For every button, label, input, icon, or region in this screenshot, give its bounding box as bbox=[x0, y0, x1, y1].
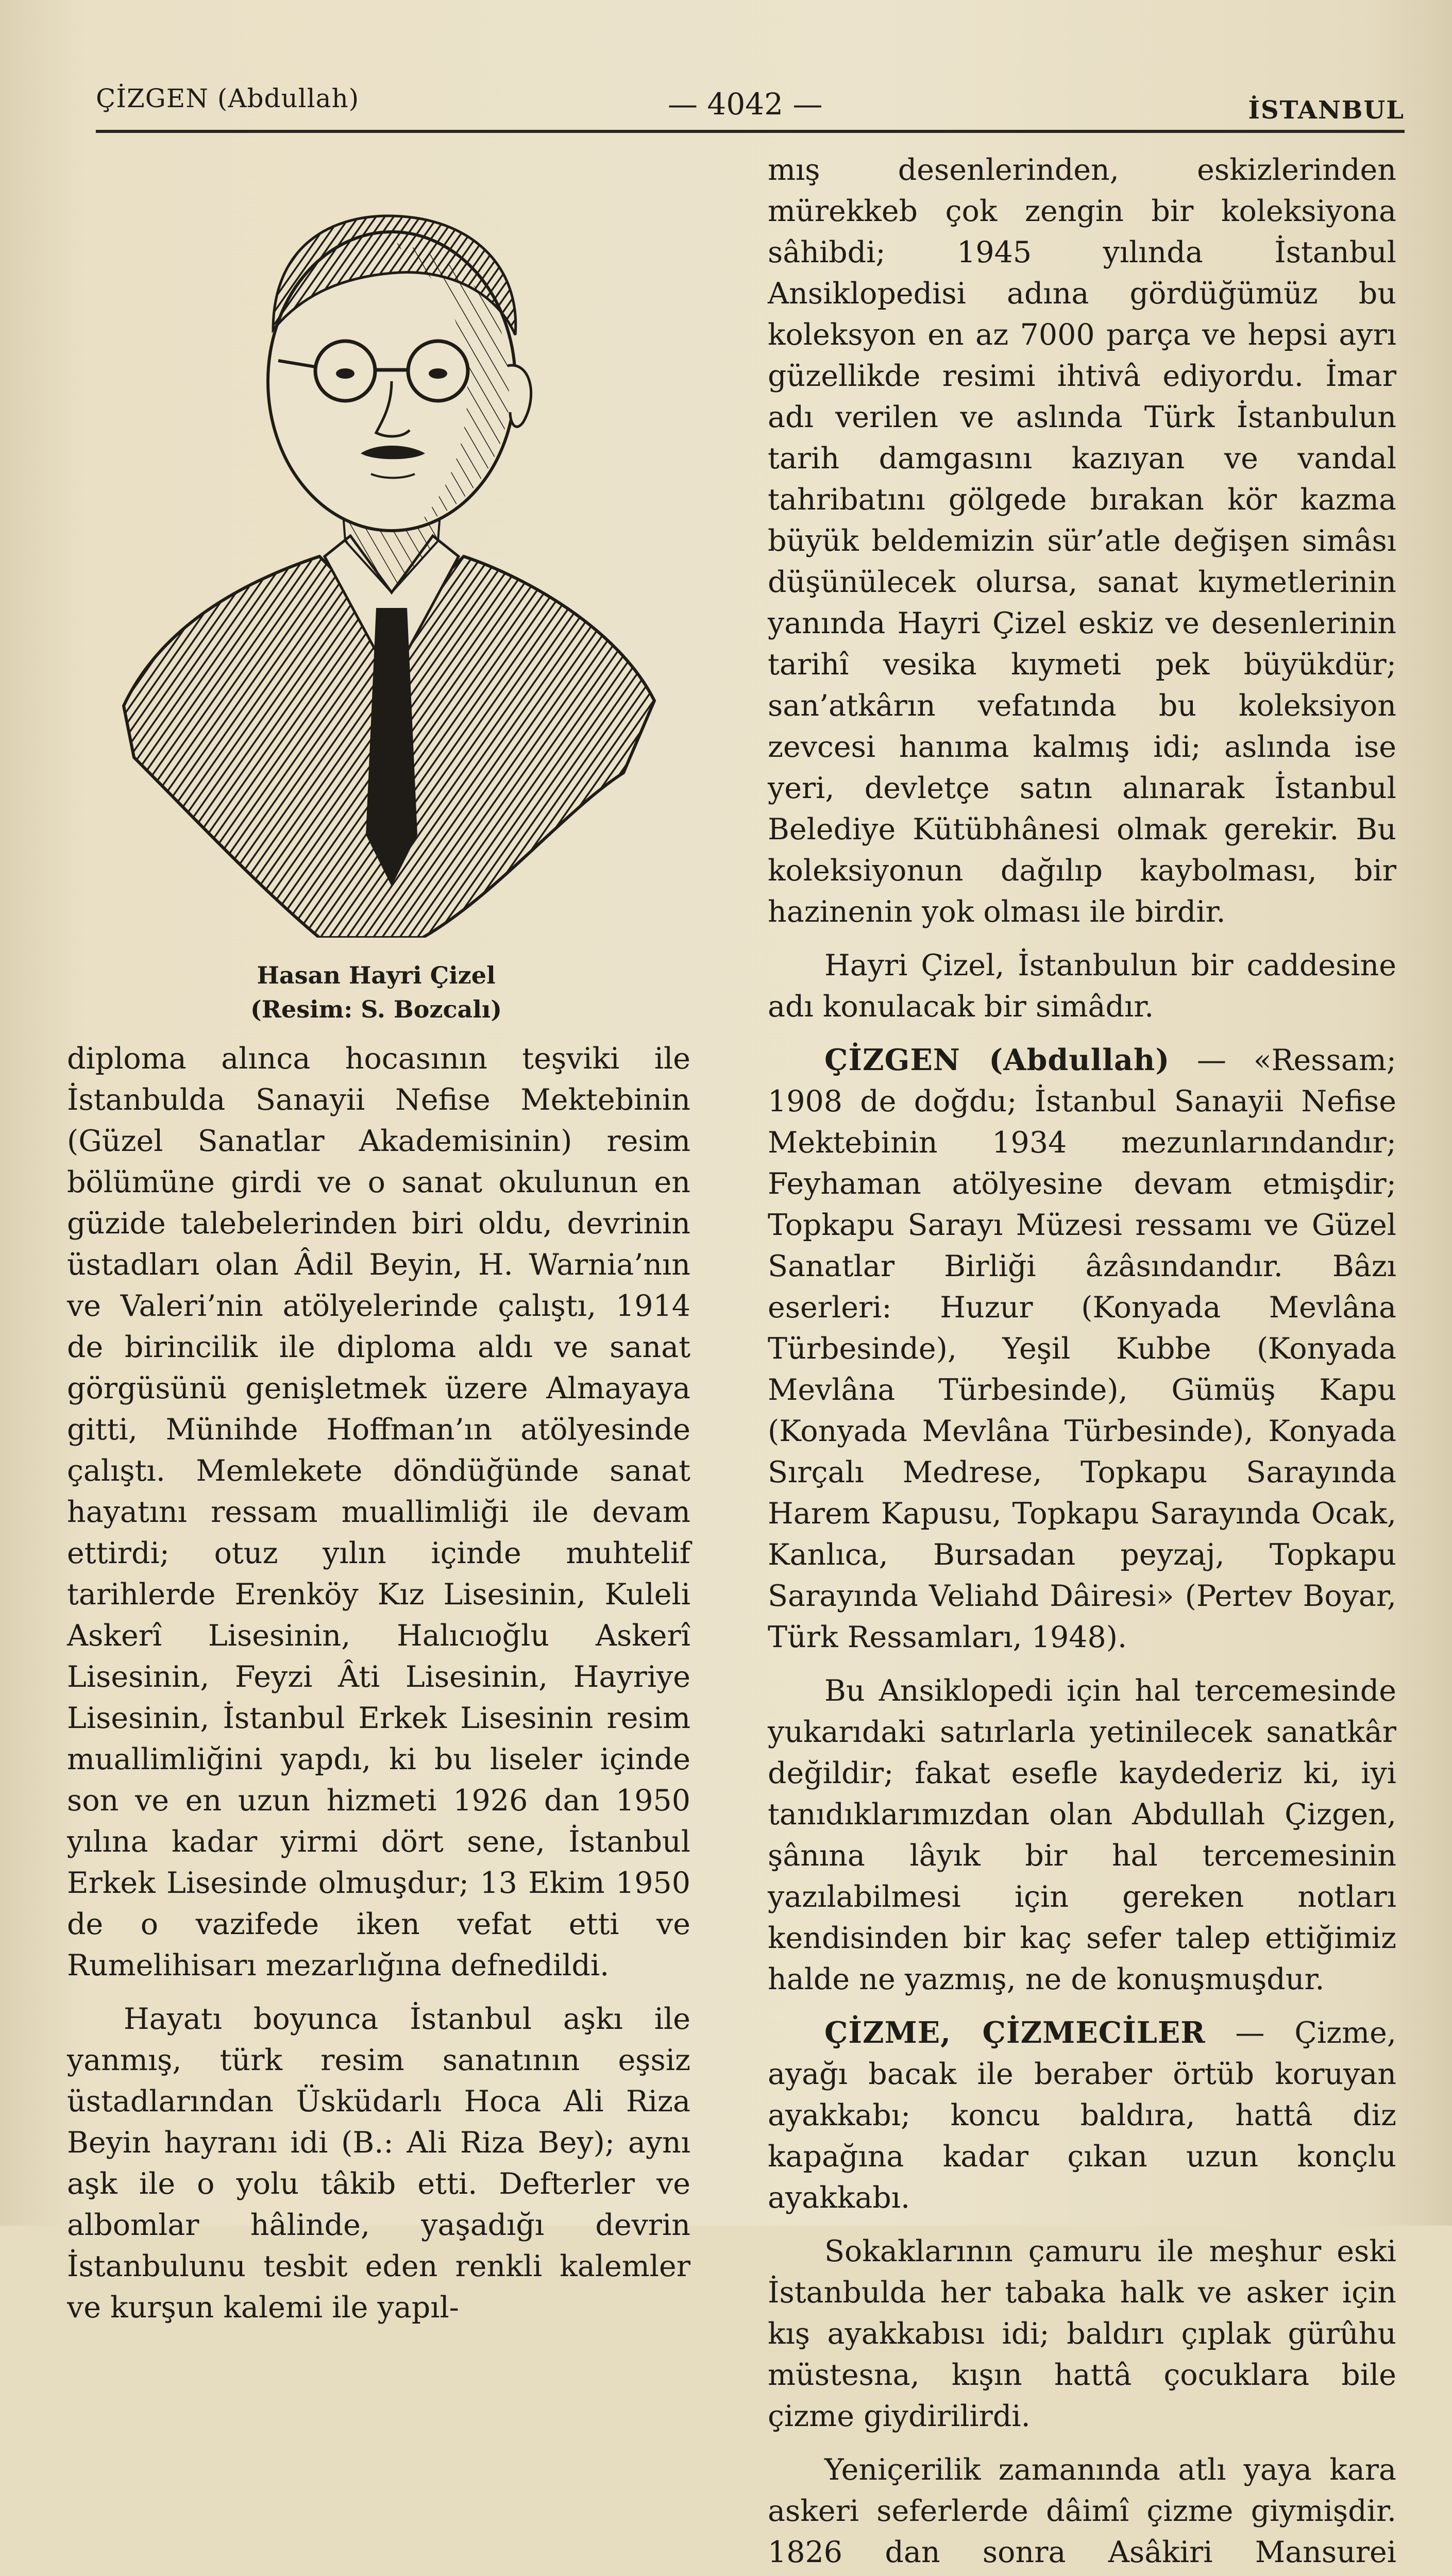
page-number: — 4042 — bbox=[668, 87, 823, 122]
entry-body-cizme: — Çizme, ayağı bacak ile beraber örtüb koruyan ayakkabı; koncu baldıra, hattâ diz kapağına kadar çıkan uzun konçlu ayakkabı. bbox=[768, 2016, 1396, 2215]
right-paragraph-4: Bu Ansiklopedi için hal tercemesinde yukarıdaki satırlarla yetinilecek sanatkâr değildir; fakat esefle kaydederiz ki, iyi tanıdıklarımızdan olan Abdullah Çizgen, şânına lâyık bir hal tercemesinin yazılabilmesi için gereken notları kendisinden bir kaç sefer talep ettiğimiz halde ne yazmış, ne de konuşmuşdur. bbox=[768, 1674, 1396, 1996]
right-column bbox=[768, 149, 1396, 2576]
figure-caption bbox=[155, 958, 598, 1026]
entry-body-cizgen: — «Ressam; 1908 de doğdu; İstanbul Sanayii Nefise Mektebinin 1934 mezunlarındandır; Feyhaman atölyesine devam etmişdir; Topkapu Sarayı Müzesi ressamı ve Güzel Sanatlar Birliği âzâsındandır. Bâzı eserleri: Huzur (Konyada Mevlâna Türbesinde), Yeşil Kubbe (Konyada Mevlâna Türbesinde), Gümüş Kapu (Konyada Mevlâna Türbesinde), Konyada Sırçalı Medrese, Topkapu Sarayında Harem Kapusu, Topkapu Sarayında Ocak, Kanlıca, Bursadan peyzaj, Topkapu Sarayında Veliahd Dâiresi» (Pertev Boyar, Türk Ressamları, 1948). bbox=[768, 1043, 1396, 1654]
entry-cizgen bbox=[768, 1040, 1396, 1658]
left-paragraph-1: diploma alınca hocasının teşviki ile İstanbulda Sanayii Nefise Mektebinin (Güzel Sanatlar Akademisinin) resim bölümüne girdi ve o sanat okulunun en güzide talebelerinden biri oldu, devrinin üstadları olan Âdil Beyin, H. Warnia’nın ve Valeri’nin atölyelerinde çalıştı, 1914 de birincilik ile diploma aldı ve sanat görgüsünü genişletmek üzere Almayaya gitti, Münihde Hoffman’ın atölyesinde çalıştı. Memlekete döndüğünde sanat hayatını ressam muallimliği ile devam ettirdi; otuz yılın içinde muhtelif tarihlerde Erenköy Kız Lisesinin, Kuleli Askerî Lisesinin, Halıcıoğlu Askerî Lisesinin, Feyzi Âti Lisesinin, Hayriye Lisesinin, İstanbul Erkek Lisesinin resim muallimliğini yapdı, ki bu liseler içinde son ve en uzun hizmeti 1926 dan 1950 yılına kadar yirmi dört sene, İstanbul Erkek Lisesinde olmuşdur; 13 Ekim 1950 de o vazifede iken vefat etti ve Rumelihisarı mezarlığına defnedildi. bbox=[67, 1042, 690, 1982]
right-paragraph-7: Yeniçerilik zamanında atlı yaya kara askeri seferlerde dâimî çizme giymişdir. 1826 dan sonra Asâkiri Mansurei bbox=[768, 2453, 1396, 2569]
entry-cizme bbox=[768, 2012, 1396, 2218]
ear bbox=[508, 365, 531, 427]
right-paragraph-6: Sokaklarının çamuru ile meşhur eski İstanbulda her tabaka halk ve asker için kış ayakkabısı idi; baldırı çıplak gürûhu müstesna, kışın hattâ çocuklara bile çizme giydirilirdi. bbox=[768, 2234, 1396, 2433]
left-column bbox=[67, 1038, 690, 2341]
entry-heading-cizme: ÇİZME, ÇİZMECİLER bbox=[824, 2015, 1206, 2050]
right-paragraph-2: Hayri Çizel, İstanbulun bir caddesine adı konulacak bir simâdır. bbox=[768, 948, 1396, 1024]
running-head-right: İSTANBUL bbox=[1248, 96, 1405, 125]
caption-name: Hasan Hayri Çizel bbox=[257, 961, 496, 989]
right-paragraph-1: mış desenlerinden, eskizlerinden mürekkeb çok zengin bir koleksiyona sâhibdi; 1945 yılında İstanbul Ansiklopedisi adına gördüğümüz bu koleksyon en az 7000 parça ve hepsi ayrı güzellikde resimi ihtivâ ediyordu. İmar adı verilen ve aslında Türk İstanbulun tarih damgasını kazıyan ve vandal tahribatını gölgede bırakan kör kazma büyük beldemizin sür’atle değişen simâsı düşünülecek olursa, sanat kıymetlerinin yanında Hayri Çizel eskiz ve desenlerinin tarihî vesika kıymeti pek büyükdür; san’atkârın vefatında bu koleksiyon zevcesi hanıma kalmış idi; aslında ise yeri, devletçe satın alınarak İstanbul Belediye Kütübhânesi olmak gerekir. Bu koleksiyonun dağılıp kaybolması, bir hazinenin yok olması ile birdir. bbox=[768, 153, 1396, 929]
entry-heading-cizgen: ÇİZGEN (Abdullah) bbox=[824, 1043, 1170, 1077]
caption-credit: (Resim: S. Bozcalı) bbox=[250, 995, 502, 1023]
running-head-left: ÇİZGEN (Abdullah) bbox=[96, 83, 360, 113]
portrait-illustration bbox=[103, 165, 665, 938]
left-paragraph-2: Hayatı boyunca İstanbul aşkı ile yanmış, türk resim sanatının eşsiz üstadlarından Üsküdarlı Hoca Ali Riza Beyin hayranı idi (B.: Ali Riza Bey); aynı aşk ile o yolu tâkib etti. Defterler ve albomlar hâlinde, yaşadığı devrin İstanbulunu tesbit eden renkli kalemler ve kurşun kalemi ile yapıl- bbox=[67, 2002, 690, 2325]
header-rule bbox=[96, 130, 1405, 133]
